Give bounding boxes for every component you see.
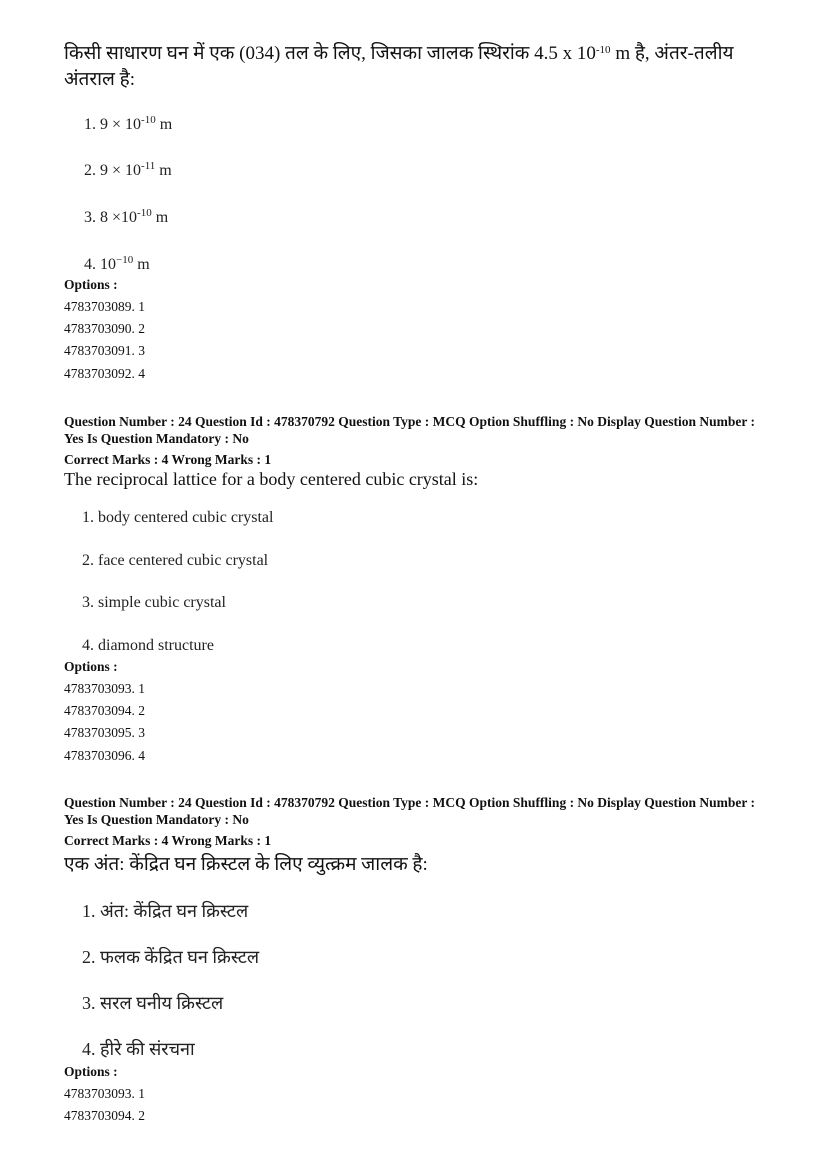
answer-choice-1: 1. अंत: केंद्रित घन क्रिस्टल	[82, 901, 249, 921]
option-id: 4783703095. 3	[64, 725, 145, 740]
question-marks: Correct Marks : 4 Wrong Marks : 1	[64, 833, 272, 848]
answer-choice-3: 3. सरल घनीय क्रिस्टल	[82, 993, 224, 1013]
answer-choice-1: 1. $9 \times 10^{-10}$ m	[84, 114, 173, 133]
option-id: 4783703090. 2	[64, 321, 145, 336]
answer-choice-4: 4. हीरे की संरचना	[82, 1039, 195, 1059]
options-label: Options :	[64, 659, 118, 674]
option-id: 4783703094. 2	[64, 1108, 145, 1123]
options-label: Options :	[64, 1064, 118, 1079]
question-meta: Question Number : 24 Question Id : 478370792 Question Type : MCQ Option Shuffling : No Display Question Number : Yes Is Question Mandatory : No	[64, 795, 755, 827]
question-text-line2: अंतराल है:	[64, 69, 136, 90]
answer-choice-1: 1. body centered cubic crystal	[82, 509, 274, 526]
answer-choice-4: 4. diamond structure	[82, 637, 214, 654]
question-text-line1: किसी साधारण घन में एक (034) तल के लिए, जिसका जालक स्थिरांक 4.5 x $10^{-10}$ m है, अंतर-तलीय	[64, 43, 734, 64]
question-meta: Question Number : 24 Question Id : 478370792 Question Type : MCQ Option Shuffling : No Display Question Number : Yes Is Question Mandatory : No	[64, 414, 755, 446]
answer-choice-3: 3. $8 \times 10^{-10}$ m	[84, 207, 169, 226]
question-text: The reciprocal lattice for a body centered cubic crystal is:	[64, 469, 479, 489]
answer-choice-3: 3. simple cubic crystal	[82, 594, 226, 611]
option-id: 4783703092. 4	[64, 366, 145, 381]
option-id: 4783703093. 1	[64, 681, 145, 696]
option-id: 4783703093. 1	[64, 1086, 145, 1101]
option-id: 4783703096. 4	[64, 748, 145, 763]
question-marks: Correct Marks : 4 Wrong Marks : 1	[64, 452, 272, 467]
options-label: Options :	[64, 277, 118, 292]
answer-choice-2: 2. $9 \times 10^{-11}$ m	[84, 160, 172, 179]
answer-choice-2: 2. face centered cubic crystal	[82, 552, 269, 569]
answer-choice-2: 2. फलक केंद्रित घन क्रिस्टल	[82, 947, 260, 967]
question-text: एक अंत: केंद्रित घन क्रिस्टल के लिए व्युत्क्रम जालक है:	[64, 854, 428, 875]
answer-choice-4: 4. $10^{-10}$ m	[84, 254, 150, 273]
option-id: 4783703091. 3	[64, 343, 145, 358]
option-id: 4783703094. 2	[64, 703, 145, 718]
option-id: 4783703089. 1	[64, 299, 145, 314]
